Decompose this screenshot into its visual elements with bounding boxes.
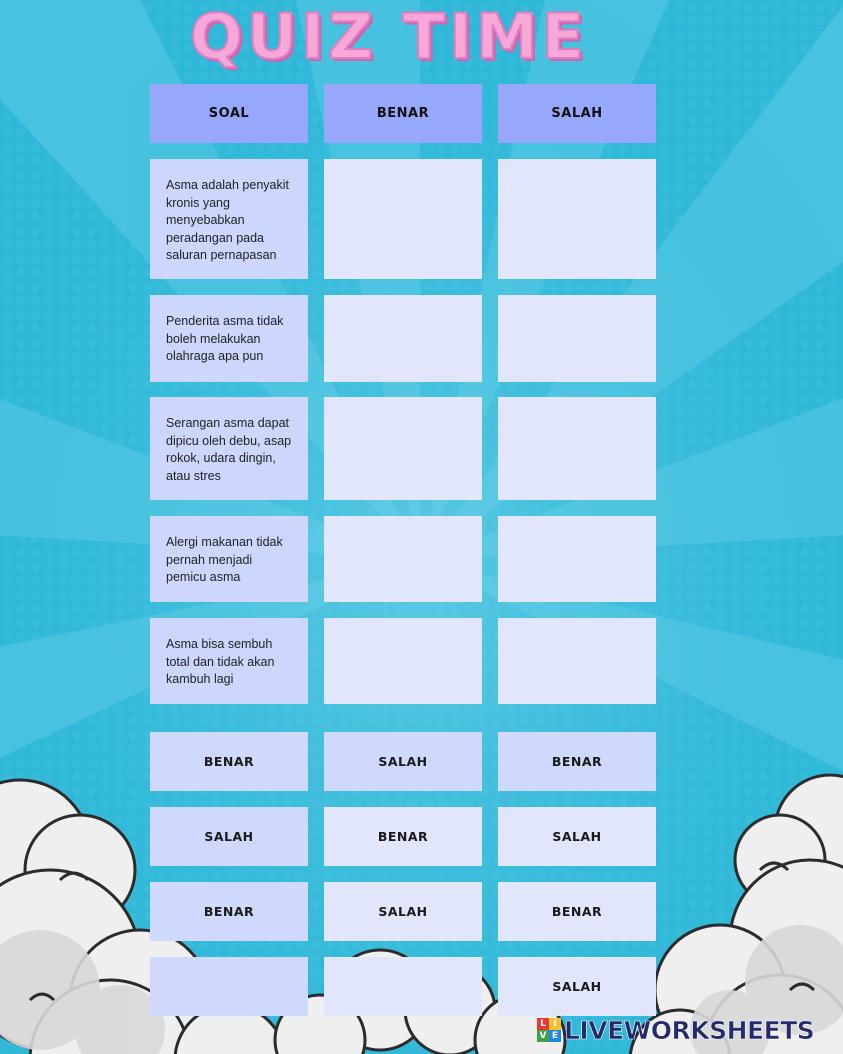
logo-letter: I [549, 1018, 561, 1030]
brand-name: LIVEWORKSHEETS [564, 1015, 815, 1045]
option-card[interactable]: SALAH [498, 807, 656, 866]
option-card[interactable]: SALAH [324, 882, 482, 941]
option-slot-empty[interactable] [150, 957, 308, 1016]
logo-letter: V [537, 1030, 549, 1042]
liveworksheets-brand[interactable] [537, 1012, 837, 1048]
option-slot-empty[interactable] [324, 957, 482, 1016]
header-benar: BENAR [324, 84, 482, 143]
question-5: Asma bisa sembuh total dan tidak akan kambuh lagi [150, 618, 308, 704]
option-card[interactable]: BENAR [150, 732, 308, 791]
option-card[interactable]: BENAR [498, 732, 656, 791]
option-card[interactable]: BENAR [324, 807, 482, 866]
page-title: QUIZ TIME [190, 0, 589, 73]
option-card[interactable]: BENAR [498, 882, 656, 941]
drop-zone-salah-3[interactable] [498, 397, 656, 500]
drop-zone-benar-5[interactable] [324, 618, 482, 704]
option-card[interactable]: SALAH [498, 957, 656, 1016]
logo-letter: L [537, 1018, 549, 1030]
header-soal: SOAL [150, 84, 308, 143]
option-card[interactable]: SALAH [150, 807, 308, 866]
drop-zone-salah-1[interactable] [498, 159, 656, 279]
question-4: Alergi makanan tidak pernah menjadi pemicu asma [150, 516, 308, 602]
drop-zone-benar-2[interactable] [324, 295, 482, 382]
option-card[interactable]: SALAH [324, 732, 482, 791]
question-1: Asma adalah penyakit kronis yang menyebabkan peradangan pada saluran pernapasan [150, 159, 308, 279]
drop-zone-salah-2[interactable] [498, 295, 656, 382]
option-card[interactable]: BENAR [150, 882, 308, 941]
drop-zone-benar-3[interactable] [324, 397, 482, 500]
question-2: Penderita asma tidak boleh melakukan olahraga apa pun [150, 295, 308, 382]
logo-letter: E [549, 1030, 561, 1042]
drop-zone-salah-5[interactable] [498, 618, 656, 704]
drop-zone-benar-1[interactable] [324, 159, 482, 279]
liveworksheets-logo-icon [537, 1018, 561, 1042]
drop-zone-benar-4[interactable] [324, 516, 482, 602]
header-salah: SALAH [498, 84, 656, 143]
question-3: Serangan asma dapat dipicu oleh debu, asap rokok, udara dingin, atau stres [150, 397, 308, 500]
drop-zone-salah-4[interactable] [498, 516, 656, 602]
